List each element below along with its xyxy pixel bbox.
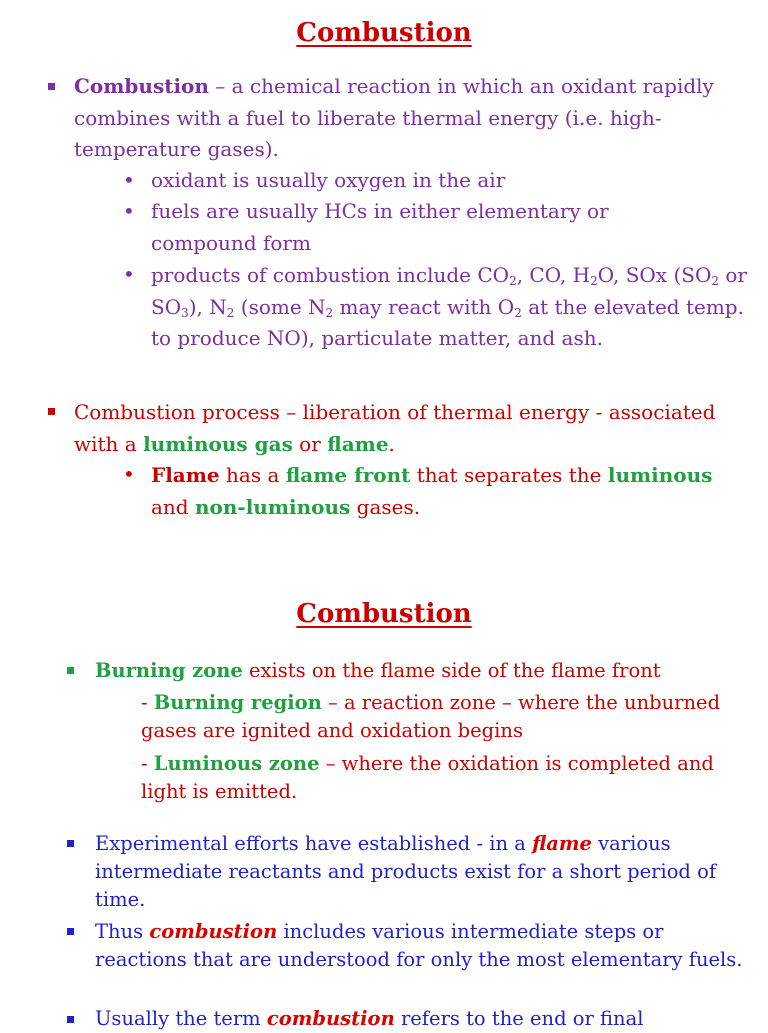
flame-text: gases. [350, 494, 421, 519]
combustion-definition: – a chemical reaction in which an oxidant rapidly combines with a fuel to liberate thermal energy (i.e. high-temperature gases). [74, 74, 714, 161]
flame-text: has a [219, 463, 286, 487]
sub-bullet-products [151, 260, 756, 355]
term-flame: flame [327, 431, 389, 456]
bullet-square-icon [67, 1016, 74, 1023]
products-text: may react with O [333, 294, 515, 319]
products-text: or SO [151, 263, 747, 319]
term-non-luminous: non-luminous [194, 494, 351, 519]
slide2-title: Combustion [296, 599, 472, 629]
term-flame-front: flame front [285, 463, 411, 487]
products-text: ), N [188, 294, 227, 319]
subscript: 2 [590, 274, 598, 288]
term-luminous-gas: luminous gas [143, 431, 293, 456]
term-luminous: luminous [607, 463, 713, 487]
products-text: , CO, H [516, 263, 591, 287]
subscript: 2 [226, 305, 235, 320]
subscript: 3 [181, 305, 189, 320]
burning-region-item [141, 689, 731, 745]
flame-text: and [151, 494, 195, 519]
sub-bullet-flame [151, 460, 751, 523]
bullet-square-icon [48, 83, 55, 90]
slide2-bullet2 [95, 830, 755, 914]
term-burning-region: Burning region [153, 691, 322, 714]
bullet-dot-icon: • [123, 168, 135, 192]
slide2-bullet4 [95, 1005, 755, 1033]
flame-text: that separates the [410, 463, 608, 487]
luminous-zone-text: – where the oxidation is completed and light is emitted. [141, 752, 714, 803]
slide1-title: Combustion [296, 18, 472, 48]
term-burning-zone: Burning zone [95, 659, 243, 682]
term-luminous-zone: Luminous zone [153, 752, 320, 775]
term-combustion: Combustion [74, 74, 209, 98]
experimental-text: various intermediate reactants and products exist for a short period of time. [95, 832, 717, 911]
bullet-dot-icon: • [123, 199, 135, 223]
thus-text: Thus [95, 920, 150, 943]
bullet-dot-icon: • [123, 462, 135, 486]
usually-text: refers to the end or final [394, 1007, 644, 1030]
luminous-zone-item [141, 750, 731, 806]
term-combustion-italic: combustion [266, 1007, 395, 1030]
products-text: at the elevated temp. to produce NO), particulate matter, and ash. [151, 294, 744, 350]
products-text: (some N [234, 294, 326, 319]
dash: - [141, 691, 154, 714]
bullet-square-icon [67, 840, 74, 847]
bullet-square-icon [67, 928, 74, 935]
usually-text: Usually the term [95, 1007, 267, 1030]
sub-bullet-fuels: fuels are usually HCs in either elementary or compound form [151, 199, 609, 255]
term-combustion-italic: combustion [149, 920, 278, 943]
slide1-bullet1 [74, 71, 754, 166]
subscript: 2 [509, 274, 517, 288]
process-text: Combustion process – liberation of thermal energy - associated with a [74, 400, 716, 456]
bullet-square-icon [67, 667, 74, 674]
term-flame-bold: Flame [151, 463, 220, 487]
burning-region-text: – a reaction zone – where the unburned gases are ignited and oxidation begins [141, 691, 721, 742]
process-text: . [388, 431, 395, 456]
term-flame-italic: flame [532, 832, 592, 855]
subscript: 2 [325, 305, 334, 320]
slide1-bullet2 [74, 397, 754, 460]
products-text: O, SOx (SO [597, 263, 712, 287]
thus-text: includes various intermediate steps or reactions that are understood for only the most elementary fuels. [95, 920, 743, 971]
burning-zone-text: exists on the flame side of the flame front [242, 659, 661, 682]
slide2-bullet1 [95, 657, 755, 685]
process-text: or [292, 431, 328, 456]
subscript: 2 [711, 274, 719, 288]
slide2-bullet3 [95, 918, 755, 974]
subscript: 2 [514, 305, 522, 320]
sub-bullet-oxidant: oxidant is usually oxygen in the air [151, 168, 506, 192]
bullet-square-icon [48, 408, 55, 415]
dash: - [141, 752, 154, 775]
bullet-dot-icon: • [123, 262, 135, 286]
products-text: products of combustion include CO [151, 263, 510, 287]
experimental-text: Experimental efforts have established - in a [95, 832, 533, 855]
